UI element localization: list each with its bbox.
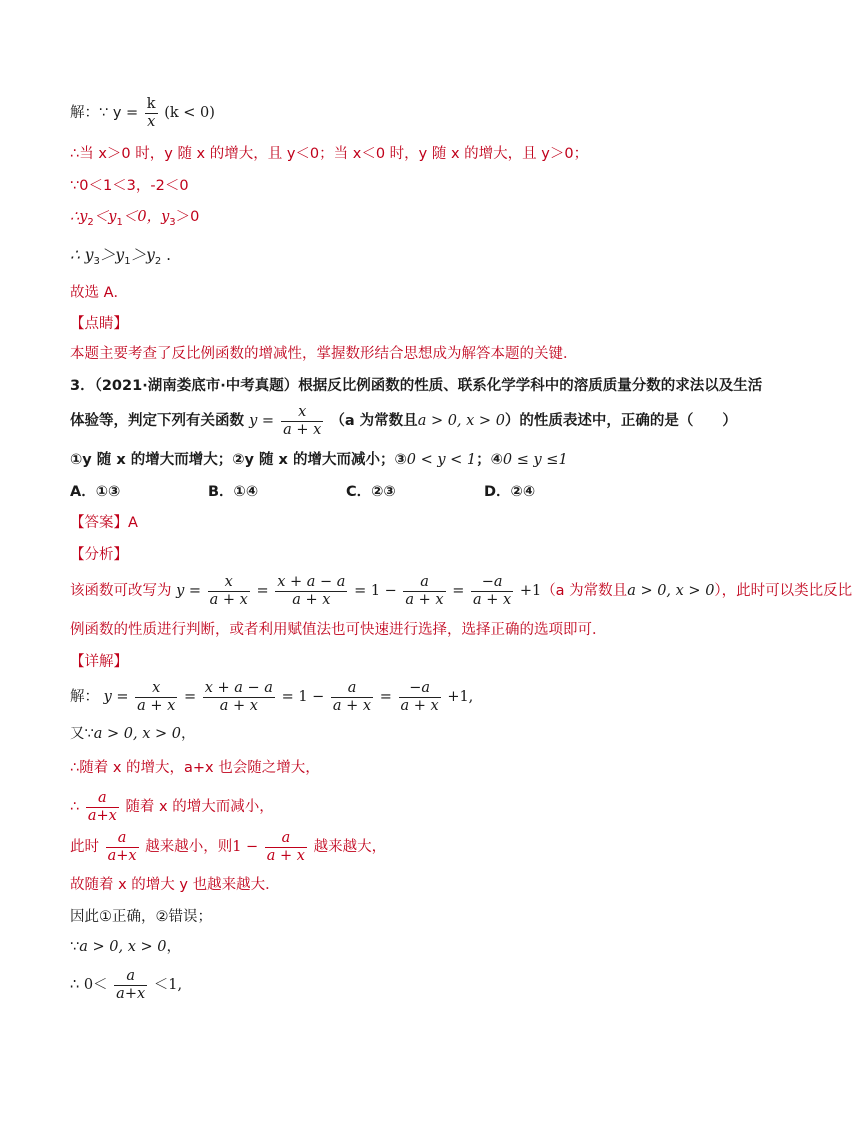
detail-line-9: ∴ 0＜ $\frac{a}{a+x}$ ＜1,	[70, 968, 183, 1002]
question-3-line-1: 3．（2021·湖南娄底市·中考真题）根据反比例函数的性质、联系化学学科中的溶质质量分数的求法以及生活	[70, 378, 763, 394]
detail-line-3: ∴随着 x 的增大，a+x 也会随之增大，	[70, 760, 320, 776]
question-3-line-2: 体验等，判定下列有关函数 y = $\frac{x}{a + x}$ （a 为常数且a > 0, x > 0）的性质表述中，正确的是（ ）	[70, 404, 737, 438]
solution-line-4: $\therefore y_2<y_1<0$，$y_3>0$	[70, 209, 200, 228]
detail-heading: 【详解】	[70, 654, 128, 670]
option-b: B．①④	[208, 484, 259, 500]
detail-line-6: 故随着 x 的增大 y 也越来越大．	[70, 877, 280, 893]
option-c: C．②③	[346, 484, 396, 500]
dianjing-heading: 【点睛】	[70, 316, 128, 332]
detail-line-4: ∴ $\frac{a}{a+x}$ 随着 x 的增大而减小，	[70, 790, 274, 824]
dianjing-text: 本题主要考查了反比例函数的增减性，掌握数形结合思想成为解答本题的关键．	[70, 346, 578, 362]
detail-line-5: 此时 $\frac{a}{a+x}$ 越来越小，则1 − $\frac{a}{a + x}$ 越来越大，	[70, 830, 387, 864]
analysis-heading: 【分析】	[70, 547, 128, 563]
option-d: D．②④	[484, 484, 536, 500]
question-3-options	[70, 484, 622, 501]
solution-line-6: 故选 A．	[70, 285, 129, 301]
fraction-x-over-a-plus-x: $\frac{x}{a + x}$	[283, 404, 322, 438]
solution-line-3: ∵0＜1＜3，-2＜0	[70, 178, 189, 194]
answer-line: 【答案】A	[70, 515, 138, 531]
solution-line-2: ∴当 x＞0 时，y 随 x 的增大，且 y＜0；当 x＜0 时，y 随 x 的增大，且 y＞0；	[70, 146, 589, 162]
solution-line-5: ∴ $y_3>y_1>y_2$ .	[70, 246, 172, 268]
fraction-k-over-x: $\frac{k}{x}$	[146, 96, 156, 130]
analysis-line-1: 该函数可改写为 y = $\frac{x}{a + x}$ = $\frac{x + a - a}{a + x}$ = 1 − $\frac{a}{a + x}$ = $\frac{-a}{a + x}$ +1（a 为常数且a > 0, x > 0），此时可以类比反比	[70, 574, 852, 608]
option-a: A．①③	[70, 484, 121, 500]
detail-line-7: 因此①正确，②错误；	[70, 909, 212, 925]
question-3-line-3: ①y 随 x 的增大而增大；②y 随 x 的增大而减小；③0 < y < 1；④0 ≤ y ≤1	[70, 452, 568, 468]
solution-line-1: 解：∵ y = $\frac{k}{x}$ (k < 0)	[70, 96, 215, 130]
detail-line-1: 解： y = $\frac{x}{a + x}$ = $\frac{x + a - a}{a + x}$ = 1 − $\frac{a}{a + x}$ = $\frac{-a}{a + x}$ +1,	[70, 680, 474, 714]
detail-line-8: ∵a > 0, x > 0，	[70, 939, 181, 955]
analysis-line-2: 例函数的性质进行判断，或者利用赋值法也可快速进行选择，选择正确的选项即可．	[70, 622, 607, 638]
detail-line-2: 又∵a > 0, x > 0，	[70, 726, 196, 742]
